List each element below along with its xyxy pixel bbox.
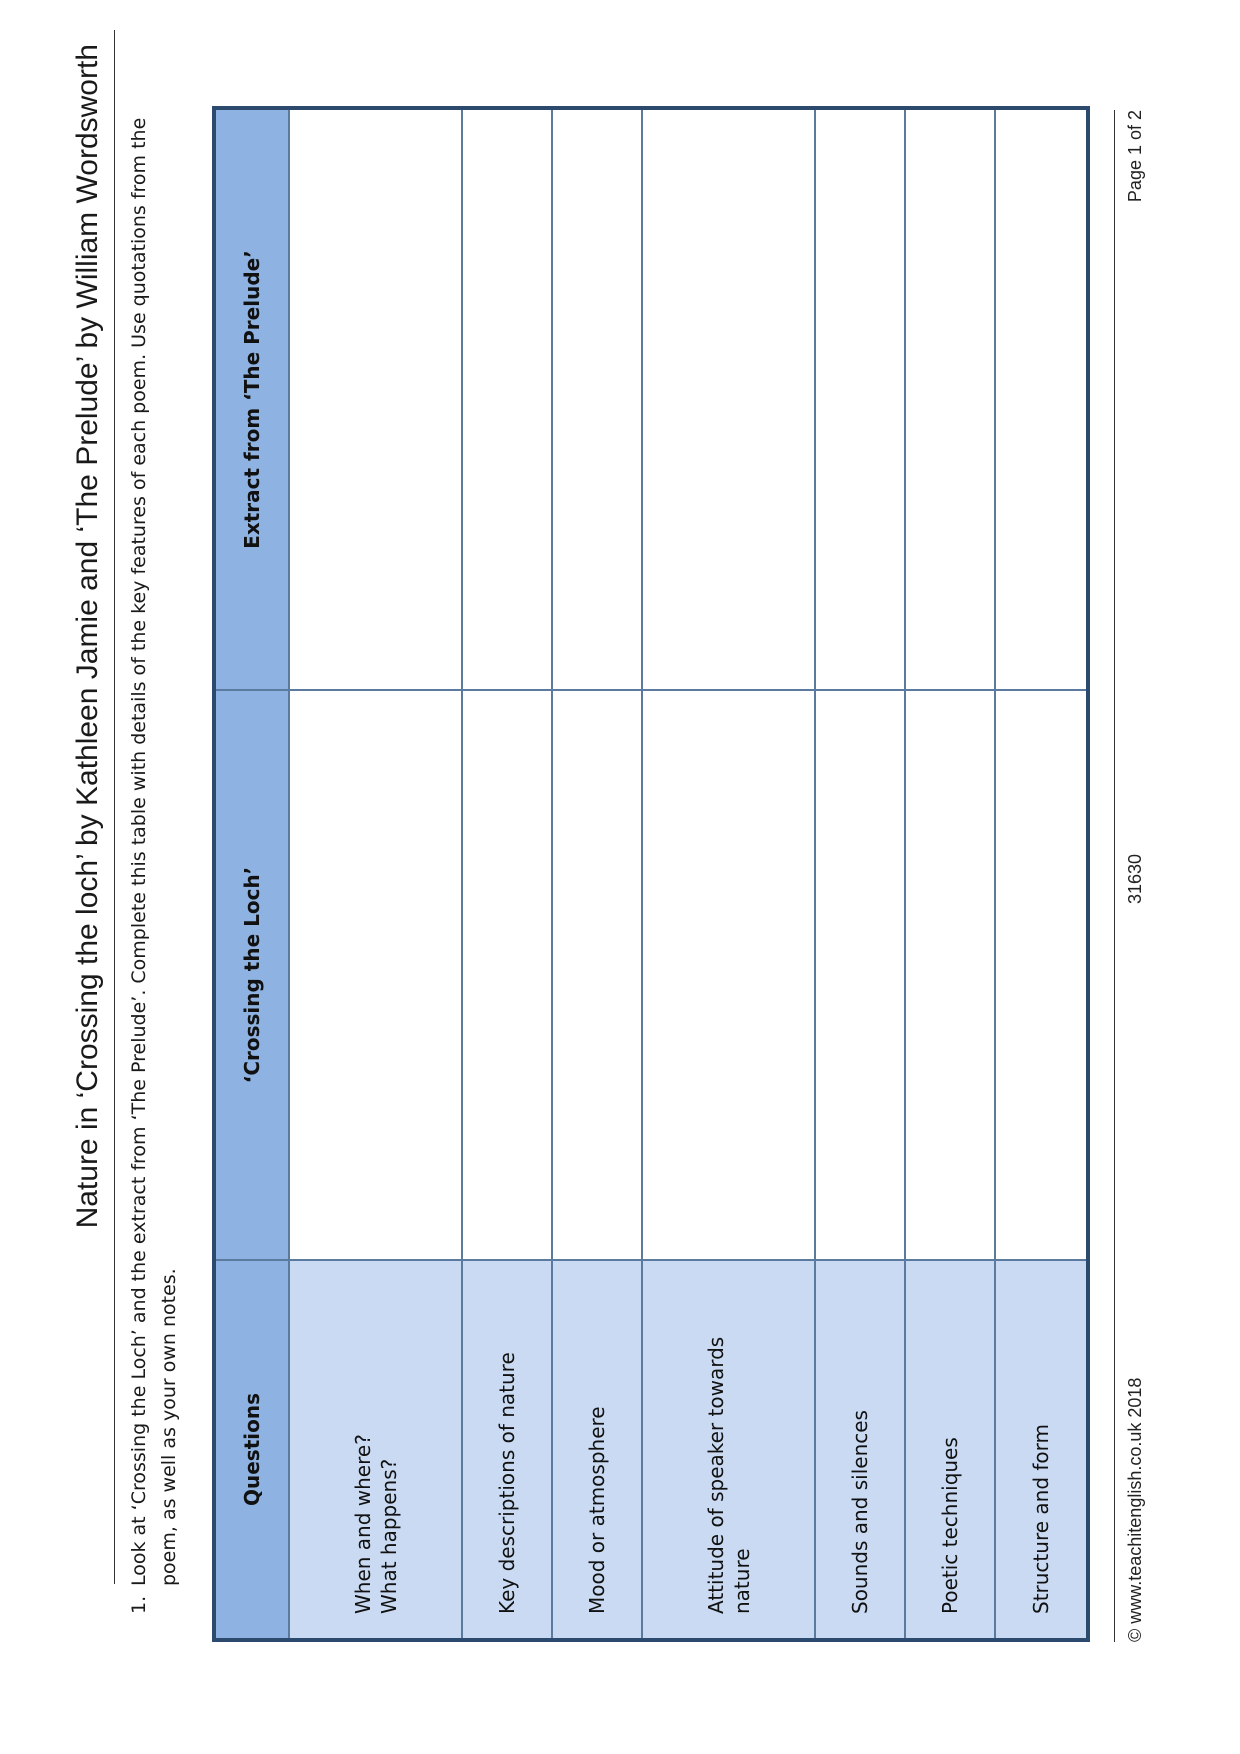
answer-cell-the-prelude[interactable]	[552, 108, 642, 690]
table-row	[995, 108, 1088, 1640]
page-title: Nature in ‘Crossing the loch’ by Kathleen Jamie and ‘The Prelude’ by William Wordsworth	[66, 30, 115, 1584]
header-the-prelude: Extract from ‘The Prelude’	[214, 108, 289, 690]
table-row	[289, 108, 462, 1640]
answer-cell-crossing-the-loch[interactable]	[905, 690, 995, 1260]
header-questions: Questions	[214, 1260, 289, 1640]
question-label: Mood or atmosphere	[585, 1406, 610, 1614]
footer-copyright: © www.teachitenglish.co.uk 2018	[1125, 1377, 1145, 1642]
question-label: Structure and form	[1028, 1423, 1053, 1614]
question-label: Attitude of speaker towards nature	[703, 1336, 754, 1614]
answer-cell-the-prelude[interactable]	[642, 108, 815, 690]
question-label: When and where?	[350, 1434, 375, 1614]
question-label: Key descriptions of nature	[495, 1352, 520, 1614]
instruction-text: Look at ‘Crossing the Loch’ and the extract from ‘The Prelude’. Complete this table with details of the key features of each poem. Use quotations from the poem, as well as your own notes.	[128, 117, 180, 1586]
instruction-number: 1.	[128, 1595, 150, 1614]
question-cell	[289, 1260, 462, 1640]
question-cell	[995, 1260, 1088, 1640]
question-label: Poetic techniques	[937, 1437, 962, 1614]
question-label-2: What happens?	[376, 1458, 401, 1614]
instructions	[124, 54, 184, 1614]
table-row	[552, 108, 642, 1640]
answer-cell-crossing-the-loch[interactable]	[815, 690, 905, 1260]
question-cell	[815, 1260, 905, 1640]
answer-cell-crossing-the-loch[interactable]	[289, 690, 462, 1260]
question-cell	[462, 1260, 552, 1640]
answer-cell-the-prelude[interactable]	[995, 108, 1088, 690]
table-row	[905, 108, 995, 1640]
header-crossing-the-loch: ‘Crossing the Loch’	[214, 690, 289, 1260]
answer-cell-the-prelude[interactable]	[815, 108, 905, 690]
answer-cell-crossing-the-loch[interactable]	[462, 690, 552, 1260]
footer-page-number: Page 1 of 2	[1125, 110, 1145, 203]
table-header-row	[214, 108, 289, 1640]
table-row	[462, 108, 552, 1640]
question-cell	[642, 1260, 815, 1640]
answer-cell-the-prelude[interactable]	[462, 108, 552, 690]
answer-cell-the-prelude[interactable]	[905, 108, 995, 690]
question-cell	[552, 1260, 642, 1640]
answer-cell-crossing-the-loch[interactable]	[552, 690, 642, 1260]
footer-divider	[1114, 110, 1115, 1642]
table-row	[815, 108, 905, 1640]
answer-cell-the-prelude[interactable]	[289, 108, 462, 690]
answer-cell-crossing-the-loch[interactable]	[642, 690, 815, 1260]
comparison-table	[212, 106, 1090, 1642]
question-cell	[905, 1260, 995, 1640]
question-label: Sounds and silences	[848, 1410, 873, 1614]
table-row	[642, 108, 815, 1640]
answer-cell-crossing-the-loch[interactable]	[995, 690, 1088, 1260]
footer-resource-code: 31630	[1125, 853, 1145, 904]
